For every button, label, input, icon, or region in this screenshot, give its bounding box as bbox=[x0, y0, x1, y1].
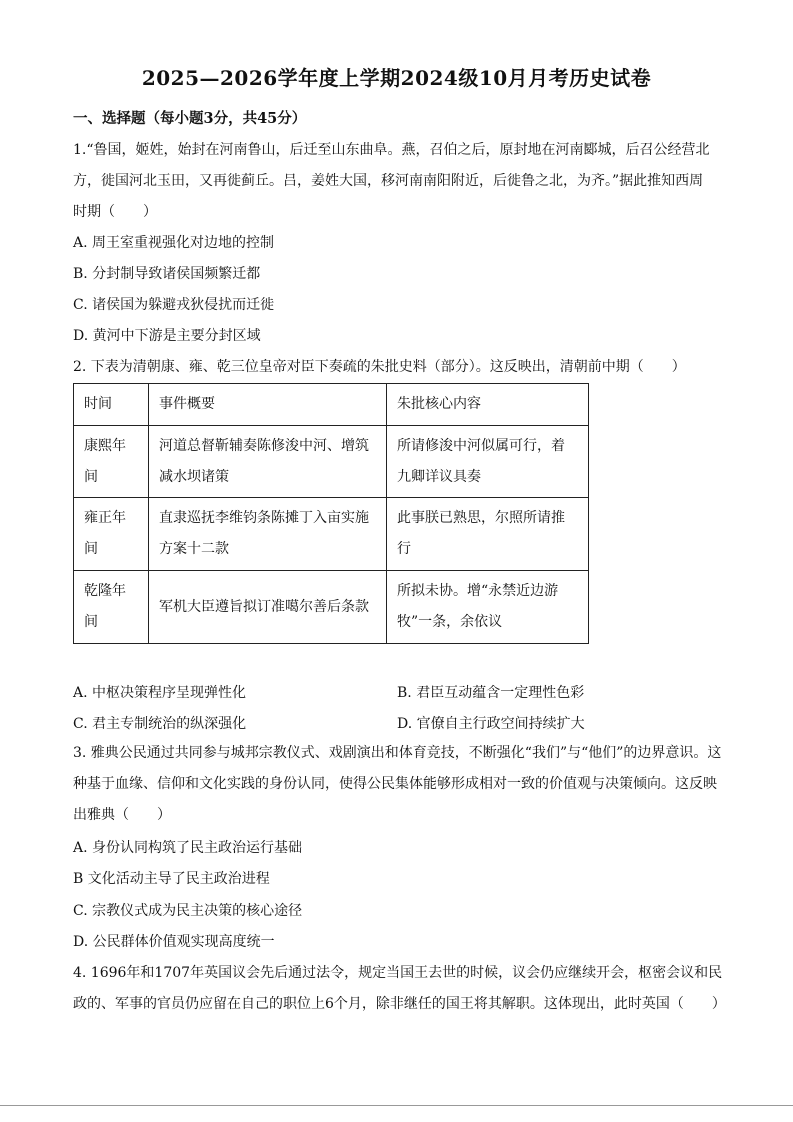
q1-option-b: B. 分封制导致诸侯国频繁迁都 bbox=[73, 266, 261, 282]
q1-stem-line-3: 时期（ ） bbox=[73, 204, 157, 220]
q2-option-c: C. 君主专制统治的纵深强化 bbox=[73, 716, 247, 732]
table-cell-comment: 此事朕已熟思，尔照所请推行 bbox=[387, 498, 589, 571]
section-heading: 一、选择题（每小题3分，共45分） bbox=[73, 110, 307, 127]
q3-stem: 3. 雅典公民通过共同参与城邦宗教仪式、戏剧演出和体育竞技，不断强化“我们”与“他们”的边界意识。这种基于血缘、信仰和文化实践的身份认同，使得公民集体能够形成相对一致的价值观与决策倾向。这反映出雅典（ ） bbox=[73, 745, 722, 823]
page-bottom-divider bbox=[0, 1105, 793, 1106]
table-header-cell: 朱批核心内容 bbox=[387, 384, 589, 426]
table-cell-event: 直隶巡抚李维钧条陈摊丁入亩实施方案十二款 bbox=[149, 498, 387, 571]
q1-stem-line-2: 方，徙国河北玉田，又再徙蓟丘。吕，姜姓大国，移河南南阳附近，后徙鲁之北，为齐。”据此推知西周 bbox=[73, 173, 704, 189]
q2-stem: 2. 下表为清朝康、雍、乾三位皇帝对臣下奏疏的朱批史料（部分）。这反映出，清朝前中期（ ） bbox=[73, 359, 686, 375]
page-title: 2025—2026学年度上学期2024级10月月考历史试卷 bbox=[141, 66, 652, 90]
q4-stem: 4. 1696年和1707年英国议会先后通过法令，规定当国王去世的时候，议会仍应继续开会，枢密会议和民政的、军事的官员仍应留在自己的职位上6个月，除非继任的国王将其解职。这体现出，此时英国（ ） bbox=[73, 965, 726, 1012]
table-cell-comment: 所拟未协。增“永禁近边游牧”一条，余依议 bbox=[387, 571, 589, 644]
q3-option-a: A. 身份认同构筑了民主政治运行基础 bbox=[73, 840, 303, 856]
q2-history-table bbox=[73, 383, 589, 644]
table-cell-event: 河道总督靳辅奏陈修浚中河、增筑减水坝诸策 bbox=[149, 426, 387, 498]
table-cell-period: 雍正年间 bbox=[74, 498, 149, 571]
q1-option-a: A. 周王室重视强化对边地的控制 bbox=[73, 235, 275, 251]
table-header-cell: 时间 bbox=[74, 384, 149, 426]
q1-stem-line-1: 1.“鲁国，姬姓，始封在河南鲁山，后迁至山东曲阜。燕，召伯之后，原封地在河南郾城，后召公经营北 bbox=[73, 142, 710, 158]
q1-option-c: C. 诸侯国为躲避戎狄侵扰而迁徙 bbox=[73, 297, 275, 313]
table-row bbox=[74, 426, 589, 498]
q2-option-a: A. 中枢决策程序呈现弹性化 bbox=[73, 685, 247, 701]
q3-option-c: C. 宗教仪式成为民主决策的核心途径 bbox=[73, 903, 303, 919]
table-cell-period: 康熙年间 bbox=[74, 426, 149, 498]
q2-option-b: B. 君臣互动蕴含一定理性色彩 bbox=[397, 685, 585, 701]
q1-option-d: D. 黄河中下游是主要分封区域 bbox=[73, 328, 261, 344]
q3-option-d: D. 公民群体价值观实现高度统一 bbox=[73, 934, 275, 950]
table-row bbox=[74, 571, 589, 644]
q2-option-d: D. 官僚自主行政空间持续扩大 bbox=[397, 716, 585, 732]
table-header-cell: 事件概要 bbox=[149, 384, 387, 426]
table-cell-event: 军机大臣遵旨拟订准噶尔善后条款 bbox=[149, 571, 387, 644]
table-header-row bbox=[74, 384, 589, 426]
q3-option-b: B 文化活动主导了民主政治进程 bbox=[73, 871, 270, 887]
table-cell-comment: 所请修浚中河似属可行，着九卿详议具奏 bbox=[387, 426, 589, 498]
table-row bbox=[74, 498, 589, 571]
table-cell-period: 乾隆年间 bbox=[74, 571, 149, 644]
